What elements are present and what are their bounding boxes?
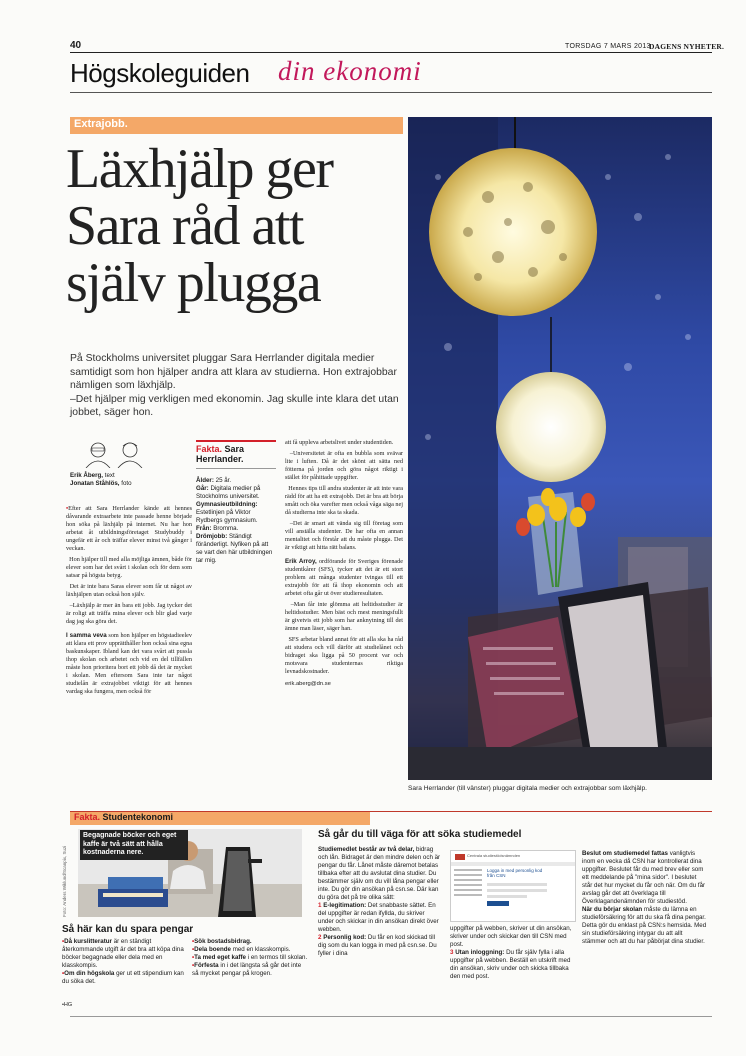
body-para: SFS arbetar bland annat för att alla ska ha råd att studera och vill därför att studielånet och bidraget ska ligga på 50 procent var och motsvara studenternas riktiga levnadskostnader. bbox=[285, 636, 404, 675]
body-para: –Läxhjälp är mer än bara ett jobb. Jag tycker det är roligt att träffa mina elever och blir glad varje dag jag ska göra det. bbox=[66, 602, 193, 625]
fact-sara-item: Gymnasieutbildning: Estetlinjen på Viktor Rydbergs gymnasium. bbox=[196, 501, 258, 524]
save-item: •Sök bostadsbidrag. bbox=[192, 938, 252, 945]
student-photo-credit: Foto: Anders Wiklund/Scanpix, Suzi bbox=[62, 845, 67, 917]
fact-sara-item: Drömjobb: Ständigt föränderligt. Nyfiken på att se vart den här utbildningen tar mig. bbox=[196, 533, 273, 564]
header-rule-2 bbox=[70, 92, 712, 93]
photo-caption: Sara Herrlander (till vänster) pluggar digitala medier och extrajobbar som läxhjälp. bbox=[408, 785, 647, 792]
student-photo-tag: Begagnade böcker och eget kaffe är två sätt att hålla kostnaderna nere. bbox=[80, 830, 188, 860]
headline-line-3: själv plugga bbox=[66, 252, 321, 314]
headline-line-2: Sara råd att bbox=[66, 195, 303, 257]
ingress-para-2: –Det hjälper mig verkligen med ekonomin. Jag skulle inte klara det utan jobbet, säger hon. bbox=[70, 393, 399, 418]
body-para: I samma veva som hon hjälper en högstadieelev att klara ett prov upprätthåller hon också sina egna baskunskaper. Ibland kan det vara svårt att pussla ihop skolan och arbetet och vid en del tillfällen måste hon prioritera bort ett jobb då det är mycket i skolan. Men eftersom Sara inte tar något studielån är extrajobbet viktigt för att hennes vardag ska fungera, men också för bbox=[66, 632, 193, 695]
body-para: Erik Arroy, ordförande för Sveriges förenade studentkårer (SFS), tycker att det är ett stort problem att många studenter tvingas till ett extrajobb för att få ihop ekonomin och att arbetet ofta går ut över studieresultaten. bbox=[285, 558, 404, 597]
header-rule bbox=[70, 52, 712, 53]
apply-step: 1 E-legitimation: Det snabbaste sättet. En del uppgifter är redan ifyllda, du skriver under och skickar in din ansökan direkt över webben. bbox=[318, 902, 439, 933]
csn-screenshot bbox=[450, 850, 576, 922]
body-para: Det är inte bara Saras elever som får ut något av läxhjälpen utan också hon själv. bbox=[66, 583, 193, 598]
body-para: –Universitetet är ofta en bubbla som svävar lite i luften. Då är det skönt att sätta ned fötterna på jorden och göra något riktigt i stället för påhittade uppgifter. bbox=[285, 450, 403, 481]
section-title: Högskoleguiden bbox=[70, 58, 250, 88]
save-item: •Dela boende med en klasskompis. bbox=[192, 946, 291, 953]
byline-author-role: text bbox=[104, 472, 115, 479]
student-rule-bottom bbox=[70, 1016, 712, 1017]
footer-tag: •HG bbox=[62, 1002, 73, 1008]
save-heading: Så här kan du spara pengar bbox=[62, 924, 194, 935]
fact-sara-item: Från: Bromma. bbox=[196, 525, 239, 532]
save-list-right bbox=[192, 938, 308, 978]
fact-sara-name: Sara Herrlander. bbox=[196, 444, 245, 464]
body-column-1 bbox=[66, 505, 192, 696]
csn-logo: Centrala studiestödsnämnden bbox=[467, 853, 521, 858]
student-kicker: Fakta. Studentekonomi bbox=[74, 812, 174, 822]
csn-heading: Logga in med personlig kod från CSN bbox=[487, 868, 543, 878]
bullet-icon: • bbox=[66, 505, 69, 512]
body-para: •Efter att Sara Herrlander kände att hennes dåvarande extraarbete inte passade henne började hon söka på läxhjälp på internet. Nu har hon arbetat åt utbildningsföretaget Studybuddy i ungefär ett år och träffar elever minst två gånger i veckan. bbox=[66, 505, 192, 552]
apply-col-4: Beslut om studiemedel fattas vanligtvis inom en vecka då CSN har kontrollerat dina uppgifter. Beslutet får du med brev eller som ett meddelande på "mina sidor". I beslutet står det hur mycket du får och när. Om du får avslag går det att överklaga till Överklagandenämnden för studiestöd. När du börjar skolan måste du lämna en studieförsäkring för att du ska få dina pengar. Detta gör du enklast på CSN:s hemsida. Med sin studieförsäkring intygar du att allt stämmer och att du har påbörjat dina studier. bbox=[582, 850, 707, 945]
byline-photographer: Jonatan Ståhlös, bbox=[70, 480, 120, 487]
body-para: –Man får inte glömma att heltidsstudier är heltidsstudier. Men bäst och mest meningsfullt är givetvis ett jobb som har anknytning till det ämne man läser, säger han. bbox=[285, 601, 403, 632]
apply-heading: Så går du till väga för att söka studiemedel bbox=[318, 829, 522, 840]
ingress bbox=[70, 352, 400, 420]
fact-sara-item: Går: Digitala medier på Stockholms universitet. bbox=[196, 485, 261, 500]
apply-step: 3 Utan inloggning: Du får själv fylla i alla uppgifter på webben. Beställ en utskrift med din ansökan, skriv under och skicka tillbaka den med post. bbox=[450, 949, 571, 980]
apply-step: 2 Personlig kod: Du får en kod skickad till dig som du kan logga in med på csn.se. Du fyller i dina bbox=[318, 934, 437, 957]
body-para: Hennes tips till andra studenter är att inte vara rädd för att ha ett extrajobb. Det är bra att börja smått och öka varefter men också våga säga nej då studierna inte ska ta skada. bbox=[285, 485, 404, 516]
issue-date: TORSDAG 7 MARS 2013 bbox=[565, 43, 651, 50]
save-item: •Om din högskola ger ut ett stipendium kan du söka det. bbox=[62, 970, 184, 985]
fact-sara-item: Ålder: 25 år. bbox=[196, 477, 232, 484]
author-email: erik.aberg@dn.se bbox=[285, 681, 331, 687]
apply-col-3 bbox=[450, 925, 574, 981]
ingress-para-1: På Stockholms universitet pluggar Sara Herrlander digitala medier samtidigt som hon hjälper andra att klara av studierna. Hon extrajobbar nämligen som läxhjälp. bbox=[70, 353, 397, 391]
page-number: 40 bbox=[70, 40, 82, 51]
fact-box-sara bbox=[196, 440, 276, 565]
save-item: •Förfesta in i det längsta så går det inte så mycket pengar på krogen. bbox=[192, 962, 302, 977]
csn-logo-icon bbox=[455, 854, 465, 860]
byline-author: Erik Åberg, bbox=[70, 472, 104, 479]
byline-photographer-role: foto bbox=[121, 480, 132, 487]
csn-sidebar bbox=[454, 869, 482, 917]
portrait-illustration bbox=[80, 440, 152, 468]
apply-step: uppgifter på webben, skriver ut din ansökan, skriver under och skickar den till CSN med post. bbox=[450, 925, 572, 948]
body-column-2 bbox=[285, 439, 403, 688]
byline bbox=[70, 472, 190, 488]
body-para: att få uppleva arbetslivet under studentiden. bbox=[285, 439, 394, 446]
byline-portraits bbox=[80, 440, 152, 468]
fact-sara-label: Fakta. bbox=[196, 444, 223, 454]
save-item: •Då kurslitteratur är en ständigt återkommande utgift är det bra att köpa dina böcker begagnade eller dela med en klasskompis. bbox=[62, 938, 184, 969]
section-script: din ekonomi bbox=[278, 56, 422, 86]
headline bbox=[66, 138, 406, 314]
save-item: •Ta med eget kaffe i en termos till skolan. bbox=[192, 954, 308, 961]
save-list-left bbox=[62, 938, 186, 986]
body-para: Hon hjälper till med alla möjliga ämnen, både för elever som har det svårt i skolan och för dem som satsar på högsta betyg. bbox=[66, 556, 192, 579]
headline-line-1: Läxhjälp ger bbox=[66, 138, 333, 200]
apply-col-1: Studiemedlet består av två delar, bidrag och lån. Bidraget är den mindre delen och är pengar du får. Lånet måste däremot betalas tillbaka efter att du avslutat dina studier. Du bestämmer själv om du vill låna pengar eller inte. Du gör din ansökan på csn.se. Där kan du göra det på tre olika sätt: 1 E-legitimation: Det snabbaste sättet. En del uppgifter är redan ifyllda, du skriver under och skickar in din ansökan direkt över webben. 2 Personlig kod: Du får en kod skickad till dig som du kan logga in med på csn.se. Du fyller i dina bbox=[318, 846, 441, 957]
csn-login-button bbox=[487, 901, 509, 906]
main-photo bbox=[408, 117, 712, 780]
brand-logo: DAGENS NYHETER. bbox=[649, 42, 725, 51]
photo-illustration bbox=[408, 117, 712, 780]
body-para: –Det är smart att vända sig till företag som vill anställa studenter. De har ofta en annan mentalitet och förstår att du måste plugga. Det är viktigt att hitta rätt balans. bbox=[285, 520, 403, 551]
kicker: Extrajobb. bbox=[74, 118, 128, 130]
